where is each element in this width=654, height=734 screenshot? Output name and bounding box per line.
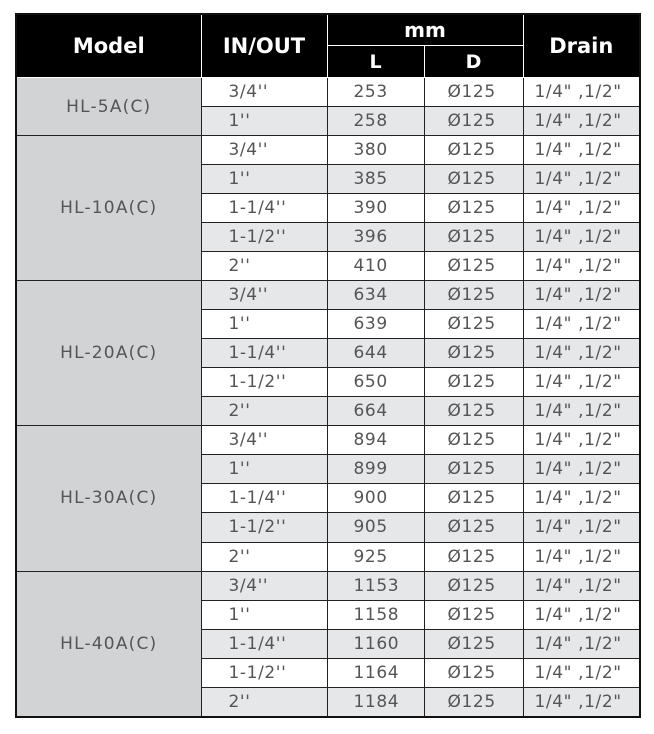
length-cell: 900 <box>327 484 424 513</box>
inout-cell: 1-1/2'' <box>201 368 327 397</box>
inout-cell: 3/4'' <box>201 281 327 310</box>
inout-cell: 1-1/2'' <box>201 513 327 542</box>
drain-cell: 1/4" ,1/2" <box>523 629 640 658</box>
length-cell: 664 <box>327 397 424 426</box>
inout-cell: 1'' <box>201 165 327 194</box>
diameter-cell: Ø125 <box>424 339 523 368</box>
inout-cell: 2'' <box>201 252 327 281</box>
table-row <box>16 78 640 107</box>
inout-cell: 2'' <box>201 687 327 717</box>
drain-cell: 1/4" ,1/2" <box>523 455 640 484</box>
diameter-cell: Ø125 <box>424 78 523 107</box>
table-row <box>16 426 640 455</box>
length-cell: 639 <box>327 310 424 339</box>
drain-cell: 1/4" ,1/2" <box>523 339 640 368</box>
length-cell: 1160 <box>327 629 424 658</box>
table-row <box>16 281 640 310</box>
diameter-cell: Ø125 <box>424 165 523 194</box>
inout-cell: 1'' <box>201 107 327 136</box>
inout-cell: 1-1/4'' <box>201 339 327 368</box>
drain-cell: 1/4" ,1/2" <box>523 658 640 687</box>
inout-cell: 3/4'' <box>201 78 327 107</box>
diameter-cell: Ø125 <box>424 687 523 717</box>
diameter-cell: Ø125 <box>424 107 523 136</box>
length-cell: 380 <box>327 136 424 165</box>
drain-cell: 1/4" ,1/2" <box>523 165 640 194</box>
length-cell: 1158 <box>327 600 424 629</box>
drain-cell: 1/4" ,1/2" <box>523 223 640 252</box>
header-d: D <box>424 46 523 78</box>
inout-cell: 1-1/4'' <box>201 629 327 658</box>
header-mm: mm <box>327 14 523 46</box>
diameter-cell: Ø125 <box>424 455 523 484</box>
table-body <box>16 78 640 718</box>
diameter-cell: Ø125 <box>424 310 523 339</box>
length-cell: 899 <box>327 455 424 484</box>
diameter-cell: Ø125 <box>424 426 523 455</box>
table-row <box>16 571 640 600</box>
diameter-cell: Ø125 <box>424 571 523 600</box>
header-l: L <box>327 46 424 78</box>
header-model: Model <box>16 14 201 78</box>
model-cell: HL-20A(C) <box>16 281 201 426</box>
drain-cell: 1/4" ,1/2" <box>523 310 640 339</box>
diameter-cell: Ø125 <box>424 368 523 397</box>
length-cell: 650 <box>327 368 424 397</box>
model-cell: HL-5A(C) <box>16 78 201 136</box>
length-cell: 1184 <box>327 687 424 717</box>
length-cell: 410 <box>327 252 424 281</box>
length-cell: 634 <box>327 281 424 310</box>
length-cell: 385 <box>327 165 424 194</box>
inout-cell: 1-1/4'' <box>201 484 327 513</box>
table-row <box>16 136 640 165</box>
inout-cell: 1-1/2'' <box>201 223 327 252</box>
table-header <box>16 14 640 78</box>
drain-cell: 1/4" ,1/2" <box>523 484 640 513</box>
model-cell: HL-10A(C) <box>16 136 201 281</box>
length-cell: 1164 <box>327 658 424 687</box>
diameter-cell: Ø125 <box>424 484 523 513</box>
diameter-cell: Ø125 <box>424 600 523 629</box>
drain-cell: 1/4" ,1/2" <box>523 136 640 165</box>
drain-cell: 1/4" ,1/2" <box>523 542 640 571</box>
drain-cell: 1/4" ,1/2" <box>523 571 640 600</box>
inout-cell: 1-1/4'' <box>201 194 327 223</box>
drain-cell: 1/4" ,1/2" <box>523 397 640 426</box>
drain-cell: 1/4" ,1/2" <box>523 368 640 397</box>
diameter-cell: Ø125 <box>424 281 523 310</box>
drain-cell: 1/4" ,1/2" <box>523 687 640 717</box>
diameter-cell: Ø125 <box>424 136 523 165</box>
length-cell: 905 <box>327 513 424 542</box>
drain-cell: 1/4" ,1/2" <box>523 194 640 223</box>
length-cell: 390 <box>327 194 424 223</box>
diameter-cell: Ø125 <box>424 629 523 658</box>
model-cell: HL-30A(C) <box>16 426 201 571</box>
diameter-cell: Ø125 <box>424 194 523 223</box>
header-drain: Drain <box>523 14 640 78</box>
length-cell: 396 <box>327 223 424 252</box>
inout-cell: 3/4'' <box>201 136 327 165</box>
length-cell: 894 <box>327 426 424 455</box>
diameter-cell: Ø125 <box>424 542 523 571</box>
drain-cell: 1/4" ,1/2" <box>523 426 640 455</box>
drain-cell: 1/4" ,1/2" <box>523 513 640 542</box>
inout-cell: 3/4'' <box>201 571 327 600</box>
drain-cell: 1/4" ,1/2" <box>523 600 640 629</box>
length-cell: 1153 <box>327 571 424 600</box>
drain-cell: 1/4" ,1/2" <box>523 281 640 310</box>
diameter-cell: Ø125 <box>424 223 523 252</box>
inout-cell: 3/4'' <box>201 426 327 455</box>
inout-cell: 1'' <box>201 600 327 629</box>
drain-cell: 1/4" ,1/2" <box>523 252 640 281</box>
drain-cell: 1/4" ,1/2" <box>523 107 640 136</box>
header-inout: IN/OUT <box>201 14 327 78</box>
inout-cell: 2'' <box>201 397 327 426</box>
inout-cell: 1'' <box>201 455 327 484</box>
model-cell: HL-40A(C) <box>16 571 201 717</box>
spec-table <box>15 13 641 718</box>
diameter-cell: Ø125 <box>424 397 523 426</box>
drain-cell: 1/4" ,1/2" <box>523 78 640 107</box>
length-cell: 253 <box>327 78 424 107</box>
inout-cell: 2'' <box>201 542 327 571</box>
diameter-cell: Ø125 <box>424 252 523 281</box>
diameter-cell: Ø125 <box>424 513 523 542</box>
inout-cell: 1'' <box>201 310 327 339</box>
length-cell: 925 <box>327 542 424 571</box>
length-cell: 258 <box>327 107 424 136</box>
length-cell: 644 <box>327 339 424 368</box>
diameter-cell: Ø125 <box>424 658 523 687</box>
inout-cell: 1-1/2'' <box>201 658 327 687</box>
